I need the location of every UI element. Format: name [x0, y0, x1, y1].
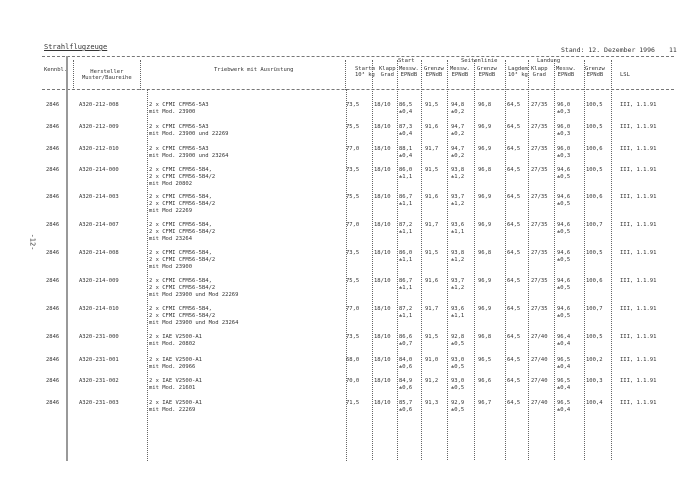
cell-seit-messw-tol: ±1,1 [451, 313, 465, 319]
cell-startm: 68,0 [346, 357, 360, 363]
cell-triebwerk: 2 x CFMI CFM56-5A3 [149, 124, 209, 130]
column-separator [584, 60, 585, 460]
cell-seit-messw-tol: ±0,5 [451, 385, 465, 391]
cell-start-messw-tol: ±1,1 [399, 174, 413, 180]
cell-kennbl: 2846 [46, 357, 60, 363]
cell-seit-messw-tol: ±1,2 [451, 257, 465, 263]
cell-muster: A320-214-003 [79, 194, 119, 200]
cell-start-messw: 86,7 [399, 194, 413, 200]
column-separator [397, 60, 398, 460]
cell-kennbl: 2846 [46, 102, 60, 108]
cell-seit-grenzw: 96,6 [478, 378, 492, 384]
column-separator [421, 60, 422, 460]
cell-land-messw: 94,6 [557, 222, 571, 228]
cell-startm: 75,5 [346, 278, 360, 284]
column-separator [474, 60, 475, 460]
cell-land-grenzw: 100,3 [586, 378, 603, 384]
side-page-number: -12- [28, 233, 37, 251]
cell-lagdem: 64,5 [507, 278, 521, 284]
cell-lagdem: 64,5 [507, 124, 521, 130]
cell-startm: 75,5 [346, 194, 360, 200]
column-separator [505, 60, 506, 460]
cell-seit-messw-tol: ±0,5 [451, 341, 465, 347]
cell-start-messw: 85,7 [399, 400, 413, 406]
column-separator [528, 60, 529, 460]
cell-land-messw-tol: ±0,3 [557, 153, 571, 159]
cell-land-grenzw: 100,6 [586, 194, 603, 200]
cell-klapp: 18/10 [374, 102, 391, 108]
cell-seit-messw-tol: ±1,2 [451, 201, 465, 207]
cell-seit-grenzw: 96,9 [478, 146, 492, 152]
cell-land-klapp: 27/35 [531, 102, 548, 108]
cell-triebwerk-mod: 2 x CFMI CFM56-5B4/2 [149, 201, 216, 207]
cell-klapp: 18/10 [374, 306, 391, 312]
header-klapp: Klapp Grad [379, 66, 396, 78]
document-title: Strahlflugzeuge [44, 43, 108, 51]
cell-seit-messw: 93,8 [451, 167, 465, 173]
cell-triebwerk-mod: 2 x CFMI CFM56-5B4/2 [149, 257, 216, 263]
cell-start-grenzw: 91,6 [425, 194, 439, 200]
cell-land-klapp: 27/35 [531, 278, 548, 284]
cell-kennbl: 2846 [46, 334, 60, 340]
cell-startm: 71,5 [346, 400, 360, 406]
cell-start-messw-tol: ±0,6 [399, 385, 413, 391]
cell-kennbl: 2846 [46, 194, 60, 200]
cell-land-grenzw: 100,7 [586, 306, 603, 312]
cell-land-grenzw: 100,6 [586, 278, 603, 284]
cell-kennbl: 2846 [46, 278, 60, 284]
cell-land-messw: 94,6 [557, 194, 571, 200]
cell-triebwerk-mod: 2 x CFMI CFM56-5B4/2 [149, 285, 216, 291]
cell-land-grenzw: 100,4 [586, 400, 603, 406]
page-number: 11 [669, 46, 677, 54]
cell-triebwerk: 2 x IAE V2500-A1 [149, 357, 202, 363]
cell-start-grenzw: 91,7 [425, 222, 439, 228]
cell-start-messw-tol: ±1,1 [399, 257, 413, 263]
cell-start-grenzw: 91,3 [425, 400, 439, 406]
cell-triebwerk-mod: mit Mod. 23900 [149, 109, 196, 115]
cell-kennbl: 2846 [46, 306, 60, 312]
cell-klapp: 18/10 [374, 194, 391, 200]
cell-lagdem: 64,5 [507, 146, 521, 152]
cell-seit-messw-tol: ±0,2 [451, 153, 465, 159]
cell-triebwerk-mod: 2 x CFMI CFM56-5B4/2 [149, 229, 216, 235]
cell-lsl: III, 1.1.91 [620, 400, 657, 406]
cell-lsl: III, 1.1.91 [620, 357, 657, 363]
cell-klapp: 18/10 [374, 334, 391, 340]
header-lagdem: Lagdem 10³ kg [508, 66, 528, 78]
cell-seit-grenzw: 96,9 [478, 278, 492, 284]
cell-kennbl: 2846 [46, 124, 60, 130]
cell-lsl: III, 1.1.91 [620, 250, 657, 256]
cell-lagdem: 64,5 [507, 102, 521, 108]
cell-seit-grenzw: 96,9 [478, 194, 492, 200]
cell-lagdem: 64,5 [507, 378, 521, 384]
cell-seit-messw-tol: ±0,5 [451, 407, 465, 413]
column-separator [147, 89, 148, 461]
cell-lsl: III, 1.1.91 [620, 167, 657, 173]
cell-land-messw: 94,6 [557, 306, 571, 312]
cell-seit-messw: 93,6 [451, 306, 465, 312]
cell-seit-messw-tol: ±1,1 [451, 229, 465, 235]
cell-land-messw-tol: ±0,5 [557, 229, 571, 235]
cell-kennbl: 2846 [46, 400, 60, 406]
cell-triebwerk-mod2: mit Mod 23900 und Mod 23264 [149, 320, 239, 326]
cell-lsl: III, 1.1.91 [620, 306, 657, 312]
header-seitenlinie: Seitenlinie [461, 58, 498, 64]
cell-seit-messw-tol: ±0,5 [451, 364, 465, 370]
cell-lagdem: 64,5 [507, 357, 521, 363]
cell-land-grenzw: 100,5 [586, 167, 603, 173]
cell-seit-grenzw: 96,5 [478, 357, 492, 363]
cell-triebwerk-mod: mit Mod. 21601 [149, 385, 196, 391]
cell-seit-messw: 93,0 [451, 357, 465, 363]
header-landung: Landung [537, 58, 561, 64]
cell-triebwerk-mod: 2 x CFMI CFM56-5B4/2 [149, 174, 216, 180]
cell-start-messw: 86,0 [399, 167, 413, 173]
cell-land-messw-tol: ±0,4 [557, 364, 571, 370]
cell-startm: 70,0 [346, 378, 360, 384]
cell-start-messw: 87,2 [399, 306, 413, 312]
cell-land-messw-tol: ±0,5 [557, 257, 571, 263]
cell-land-klapp: 27/35 [531, 250, 548, 256]
cell-seit-messw-tol: ±1,2 [451, 174, 465, 180]
cell-start-messw: 88,1 [399, 146, 413, 152]
cell-land-messw: 94,6 [557, 250, 571, 256]
header-lsl: LSL [620, 72, 630, 78]
cell-lagdem: 64,5 [507, 400, 521, 406]
cell-land-messw-tol: ±0,5 [557, 313, 571, 319]
column-separator [611, 60, 612, 460]
cell-land-messw: 96,4 [557, 334, 571, 340]
cell-start-grenzw: 91,6 [425, 278, 439, 284]
cell-triebwerk: 2 x IAE V2500-A1 [149, 400, 202, 406]
header-top-rule [42, 56, 674, 57]
column-separator [447, 60, 448, 460]
cell-triebwerk: 2 x CFMI CFM56-5B4, [149, 278, 212, 284]
cell-start-messw: 86,6 [399, 334, 413, 340]
cell-land-messw-tol: ±0,4 [557, 341, 571, 347]
cell-start-messw-tol: ±0,4 [399, 109, 413, 115]
cell-start-grenzw: 91,5 [425, 334, 439, 340]
cell-muster: A320-212-010 [79, 146, 119, 152]
header-triebwerk: Triebwerk mit Ausrüstung [214, 67, 294, 73]
header-grenzw: Grenzw EPNdB [424, 66, 444, 78]
cell-startm: 75,5 [346, 124, 360, 130]
cell-muster: A320-231-003 [79, 400, 119, 406]
cell-land-messw: 96,0 [557, 102, 571, 108]
cell-seit-messw-tol: ±0,2 [451, 109, 465, 115]
cell-triebwerk-mod: mit Mod. 23900 und 22269 [149, 131, 229, 137]
cell-muster: A320-212-008 [79, 102, 119, 108]
cell-klapp: 18/10 [374, 167, 391, 173]
cell-startm: 77,0 [346, 306, 360, 312]
column-separator [73, 60, 74, 90]
cell-triebwerk: 2 x CFMI CFM56-5A3 [149, 102, 209, 108]
cell-triebwerk: 2 x CFMI CFM56-5B4, [149, 167, 212, 173]
cell-land-messw: 96,0 [557, 124, 571, 130]
cell-start-grenzw: 91,5 [425, 250, 439, 256]
cell-land-klapp: 27/35 [531, 167, 548, 173]
cell-start-grenzw: 91,5 [425, 167, 439, 173]
cell-muster: A320-214-009 [79, 278, 119, 284]
cell-start-grenzw: 91,0 [425, 357, 439, 363]
cell-land-grenzw: 100,5 [586, 102, 603, 108]
cell-muster: A320-214-008 [79, 250, 119, 256]
cell-seit-messw-tol: ±0,2 [451, 131, 465, 137]
cell-start-grenzw: 91,5 [425, 102, 439, 108]
cell-land-klapp: 27/40 [531, 334, 548, 340]
cell-muster: A320-231-000 [79, 334, 119, 340]
cell-start-messw: 86,7 [399, 278, 413, 284]
cell-lagdem: 64,5 [507, 250, 521, 256]
cell-seit-messw: 94,8 [451, 102, 465, 108]
header-startm: Startm 10³ kg [355, 66, 375, 78]
cell-lsl: III, 1.1.91 [620, 124, 657, 130]
cell-start-messw-tol: ±0,7 [399, 341, 413, 347]
cell-lagdem: 64,5 [507, 306, 521, 312]
header-kennbl: Kennbl. [44, 67, 68, 73]
column-separator [345, 60, 346, 90]
cell-land-messw: 94,6 [557, 167, 571, 173]
document-date: Stand: 12. Dezember 1996 [561, 46, 655, 54]
header-seit-messw: Messw. EPNdB [450, 66, 470, 78]
cell-land-klapp: 27/35 [531, 222, 548, 228]
header-seit-grenzw: Grenzw EPNdB [477, 66, 497, 78]
cell-start-messw: 86,0 [399, 250, 413, 256]
cell-triebwerk: 2 x CFMI CFM56-5B4, [149, 306, 212, 312]
cell-triebwerk-mod: mit Mod. 20966 [149, 364, 196, 370]
cell-muster: A320-212-009 [79, 124, 119, 130]
cell-seit-messw: 93,7 [451, 194, 465, 200]
cell-startm: 73,5 [346, 334, 360, 340]
cell-startm: 77,0 [346, 222, 360, 228]
cell-land-klapp: 27/40 [531, 378, 548, 384]
cell-triebwerk: 2 x IAE V2500-A1 [149, 334, 202, 340]
cell-land-messw-tol: ±0,4 [557, 385, 571, 391]
cell-muster: A320-214-010 [79, 306, 119, 312]
cell-start-messw-tol: ±0,6 [399, 364, 413, 370]
cell-klapp: 18/10 [374, 357, 391, 363]
cell-klapp: 18/10 [374, 400, 391, 406]
cell-seit-messw: 93,0 [451, 378, 465, 384]
cell-lagdem: 64,5 [507, 334, 521, 340]
cell-land-messw-tol: ±0,5 [557, 174, 571, 180]
cell-muster: A320-231-001 [79, 357, 119, 363]
cell-land-messw: 96,5 [557, 357, 571, 363]
column-separator [554, 60, 555, 460]
cell-kennbl: 2846 [46, 378, 60, 384]
cell-lagdem: 64,5 [507, 167, 521, 173]
cell-lsl: III, 1.1.91 [620, 222, 657, 228]
cell-start-grenzw: 91,6 [425, 124, 439, 130]
cell-triebwerk: 2 x CFMI CFM56-5B4, [149, 222, 212, 228]
header-land-messw: Messw. EPNdB [556, 66, 576, 78]
cell-seit-messw: 93,6 [451, 222, 465, 228]
cell-lsl: III, 1.1.91 [620, 194, 657, 200]
cell-land-klapp: 27/35 [531, 146, 548, 152]
cell-seit-messw: 92,9 [451, 400, 465, 406]
cell-seit-grenzw: 96,8 [478, 167, 492, 173]
cell-seit-messw: 94,7 [451, 124, 465, 130]
cell-seit-messw: 93,7 [451, 278, 465, 284]
cell-start-messw: 86,5 [399, 102, 413, 108]
cell-seit-grenzw: 96,8 [478, 102, 492, 108]
cell-triebwerk-mod2: mit Mod 22269 [149, 208, 193, 214]
cell-land-messw: 96,5 [557, 378, 571, 384]
header-land-grenzw: Grenzw EPNdB [585, 66, 605, 78]
cell-land-grenzw: 100,6 [586, 146, 603, 152]
cell-start-messw: 84,0 [399, 357, 413, 363]
cell-triebwerk-mod2: mit Mod 20802 [149, 181, 193, 187]
cell-start-messw-tol: ±0,4 [399, 153, 413, 159]
cell-start-messw-tol: ±1,1 [399, 285, 413, 291]
column-separator [372, 60, 373, 460]
cell-land-klapp: 27/35 [531, 194, 548, 200]
cell-land-grenzw: 100,5 [586, 334, 603, 340]
cell-startm: 73,5 [346, 102, 360, 108]
cell-start-grenzw: 91,7 [425, 146, 439, 152]
cell-start-messw-tol: ±1,1 [399, 229, 413, 235]
cell-start-messw: 87,3 [399, 124, 413, 130]
header-land-klapp: Klapp Grad [531, 66, 548, 78]
cell-muster: A320-214-007 [79, 222, 119, 228]
header-bottom-rule [42, 89, 674, 90]
cell-seit-grenzw: 96,8 [478, 250, 492, 256]
cell-land-messw-tol: ±0,5 [557, 285, 571, 291]
cell-triebwerk: 2 x CFMI CFM56-5B4, [149, 194, 212, 200]
cell-kennbl: 2846 [46, 250, 60, 256]
cell-land-messw: 96,0 [557, 146, 571, 152]
cell-klapp: 18/10 [374, 124, 391, 130]
cell-land-klapp: 27/35 [531, 306, 548, 312]
cell-startm: 73,5 [346, 167, 360, 173]
cell-start-messw-tol: ±1,1 [399, 313, 413, 319]
cell-land-grenzw: 100,5 [586, 250, 603, 256]
cell-klapp: 18/10 [374, 250, 391, 256]
cell-klapp: 18/10 [374, 146, 391, 152]
header-start: Start [398, 58, 415, 64]
cell-land-messw-tol: ±0,3 [557, 109, 571, 115]
cell-triebwerk: 2 x IAE V2500-A1 [149, 378, 202, 384]
cell-triebwerk-mod2: mit Mod 23264 [149, 236, 193, 242]
cell-start-messw: 84,9 [399, 378, 413, 384]
cell-lsl: III, 1.1.91 [620, 378, 657, 384]
cell-start-grenzw: 91,7 [425, 306, 439, 312]
cell-seit-grenzw: 96,9 [478, 124, 492, 130]
cell-lsl: III, 1.1.91 [620, 146, 657, 152]
cell-land-klapp: 27/40 [531, 400, 548, 406]
cell-triebwerk-mod2: mit Mod 23900 [149, 264, 193, 270]
cell-seit-messw: 94,7 [451, 146, 465, 152]
cell-startm: 77,0 [346, 146, 360, 152]
cell-land-grenzw: 100,2 [586, 357, 603, 363]
cell-triebwerk-mod: mit Mod. 23900 und 23264 [149, 153, 229, 159]
cell-triebwerk-mod: 2 x CFMI CFM56-5B4/2 [149, 313, 216, 319]
cell-seit-messw: 92,8 [451, 334, 465, 340]
cell-muster: A320-214-000 [79, 167, 119, 173]
cell-triebwerk-mod2: mit Mod 23900 und Mod 22269 [149, 292, 239, 298]
cell-lsl: III, 1.1.91 [620, 102, 657, 108]
cell-klapp: 18/10 [374, 222, 391, 228]
cell-lagdem: 64,5 [507, 222, 521, 228]
cell-seit-grenzw: 96,9 [478, 306, 492, 312]
cell-lsl: III, 1.1.91 [620, 278, 657, 284]
cell-land-grenzw: 100,7 [586, 222, 603, 228]
cell-muster: A320-231-002 [79, 378, 119, 384]
cell-triebwerk: 2 x CFMI CFM56-5B4, [149, 250, 212, 256]
cell-triebwerk: 2 x CFMI CFM56-5A3 [149, 146, 209, 152]
cell-start-messw-tol: ±0,4 [399, 131, 413, 137]
header-messw: Messw. EPNdB [399, 66, 419, 78]
cell-land-messw: 96,5 [557, 400, 571, 406]
cell-kennbl: 2846 [46, 146, 60, 152]
cell-seit-grenzw: 96,8 [478, 334, 492, 340]
cell-kennbl: 2846 [46, 167, 60, 173]
cell-seit-grenzw: 96,9 [478, 222, 492, 228]
cell-triebwerk-mod: mit Mod. 22269 [149, 407, 196, 413]
cell-land-klapp: 27/35 [531, 124, 548, 130]
cell-lsl: III, 1.1.91 [620, 334, 657, 340]
cell-land-klapp: 27/40 [531, 357, 548, 363]
cell-klapp: 18/10 [374, 378, 391, 384]
cell-seit-messw-tol: ±1,2 [451, 285, 465, 291]
cell-seit-grenzw: 96,7 [478, 400, 492, 406]
column-separator [140, 60, 141, 90]
cell-start-grenzw: 91,2 [425, 378, 439, 384]
cell-startm: 73,5 [346, 250, 360, 256]
column-divider [67, 56, 68, 461]
cell-land-grenzw: 100,5 [586, 124, 603, 130]
cell-land-messw-tol: ±0,3 [557, 131, 571, 137]
cell-seit-messw: 93,8 [451, 250, 465, 256]
header-hersteller: Hersteller Muster/Baureihe [82, 69, 132, 81]
cell-lagdem: 64,5 [507, 194, 521, 200]
cell-klapp: 18/10 [374, 278, 391, 284]
cell-land-messw-tol: ±0,5 [557, 201, 571, 207]
cell-start-messw-tol: ±0,6 [399, 407, 413, 413]
cell-land-messw-tol: ±0,4 [557, 407, 571, 413]
cell-start-messw-tol: ±1,1 [399, 201, 413, 207]
cell-triebwerk-mod: mit Mod. 20802 [149, 341, 196, 347]
cell-land-messw: 94,6 [557, 278, 571, 284]
cell-start-messw: 87,2 [399, 222, 413, 228]
cell-kennbl: 2846 [46, 222, 60, 228]
